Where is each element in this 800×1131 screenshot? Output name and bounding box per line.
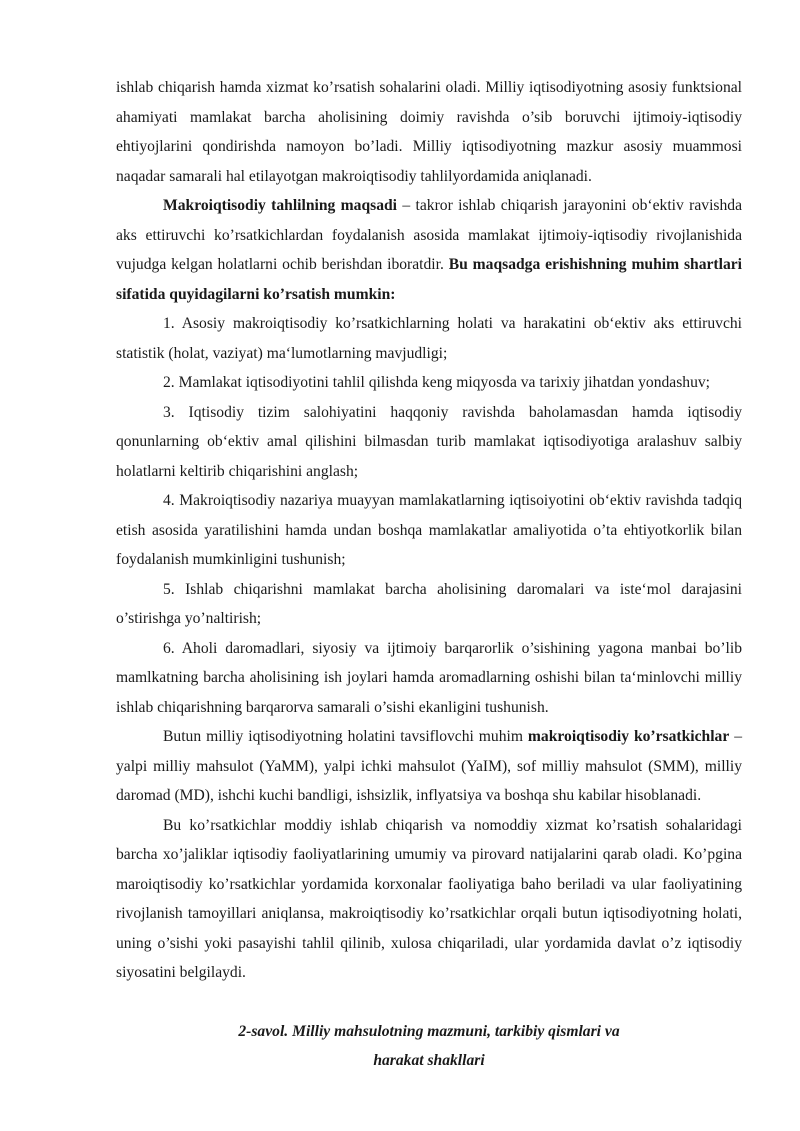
body-text bbox=[116, 73, 742, 988]
paragraph bbox=[116, 575, 742, 634]
paragraph bbox=[116, 368, 742, 398]
text-run: 1. Asosiy makroiqtisodiy ko’rsatkichlarning holati va harakatini ob‘ektiv aks ettiruvchi statistik (holat, vaziyat) ma‘lumotlarning mavjudligi; bbox=[116, 315, 742, 362]
bold-text-run: Bu maqsadga erishishning muhim shartlari sifatida quyidagilarni ko’rsatish mumkin: bbox=[116, 256, 742, 303]
paragraph bbox=[116, 191, 742, 309]
text-run: ishlab chiqarish hamda xizmat ko’rsatish sohalarini oladi. Milliy iqtisodiyotning asosiy funktsional ahamiyati mamlakat barcha aholisining doimiy ravishda o’sib boruvchi ijtimoiy-iqtisodiy ehtiyojlarini qondirishda namoyon bo’ladi. Milliy iqtisodiyotning mazkur asosiy muammosi naqadar samarali hal etilayotgan makroiqtisodiy tahlilyordamida aniqlanadi. bbox=[116, 79, 742, 185]
text-run: – takror ishlab chiqarish jarayonini ob‘ektiv ravishda aks ettiruvchi ko’rsatkichlardan foydalanish asosida mamlakat ijtimoiy-iqtisodiy rivojlanishida vujudga kelgan holatlarni ochib berishdan iboratdir. bbox=[116, 197, 742, 273]
text-run: 2. Mamlakat iqtisodiyotini tahlil qilishda keng miqyosda va tarixiy jihatdan yondashuv; bbox=[163, 374, 711, 391]
text-run: 5. Ishlab chiqarishni mamlakat barcha aholisining daromalari va iste‘mol darajasini o’stirishga yo’naltirish; bbox=[116, 580, 742, 627]
paragraph bbox=[116, 486, 742, 575]
section-heading-line-1: 2-savol. Milliy mahsulotning mazmuni, tarkibiy qismlari va bbox=[238, 1022, 620, 1040]
text-run: 6. Aholi daromadlari, siyosiy va ijtimoiy barqarorlik o’sishining yagona manbai bo’lib mamlkatning barcha aholisining ish joylari hamda aromadlarning oshishi bilan ta‘minlovchi milliy ishlab chiqarishning barqarorva samarali o’sishi ekanligini tushunish. bbox=[116, 639, 742, 716]
section-heading bbox=[116, 1017, 742, 1075]
bold-text-run: makroiqtisodiy ko’rsatkichlar bbox=[527, 728, 730, 745]
paragraph bbox=[116, 634, 742, 723]
section-heading-line-2: harakat shakllari bbox=[373, 1051, 485, 1069]
text-run: Bu ko’rsatkichlar moddiy ishlab chiqarish va nomoddiy xizmat ko’rsatish sohalaridagi barcha xo’jaliklar iqtisodiy faoliyatlarining umumiy va pirovard natijalarini qarab oladi. Ko’pgina maroiqtisodiy ko’rsatkichlar yordamida korxonalar faoliyatiga baho beriladi va ular faoliyatining rivojlanish tamoyillari aniqlansa, makroiqtisodiy ko’rsatkichlar orqali butun iqtisodiyotning holati, uning o’sishi yoki pasayishi tahlil qilinib, xulosa chiqariladi, ular yordamida davlat o’z iqtisodiy siyosatini belgilaydi. bbox=[116, 816, 742, 981]
text-run: 3. Iqtisodiy tizim salohiyatini haqqoniy ravishda baholamasdan hamda iqtisodiy qonunlarning ob‘ektiv amal qilishini bilmasdan turib mamlakat iqtisodiyotiga aralashuv salbiy holatlarni keltirib chiqarishini anglash; bbox=[116, 403, 742, 480]
text-run: 4. Makroiqtisodiy nazariya muayyan mamlakatlarning iqtisoiyotini ob‘ektiv ravishda tadqiq etish asosida yaratilishini hamda undan boshqa mamlakatlar amaliyotida o’ta ehtiyotkorlik bilan foydalanish mumkinligini tushunish; bbox=[116, 492, 742, 568]
paragraph bbox=[116, 309, 742, 368]
paragraph bbox=[116, 722, 742, 811]
bold-text-run: Makroiqtisodiy tahlilning maqsadi bbox=[163, 197, 398, 214]
text-run: – yalpi milliy mahsulot (YaMM), yalpi ichki mahsulot (YaIM), sof milliy mahsulot (SMM), milliy daromad (MD), ishchi kuchi bandligi, ishsizlik, inflyatsiya va boshqa shu kabilar hisoblanadi. bbox=[116, 728, 742, 804]
text-run: Butun milliy iqtisodiyotning holatini tavsiflovchi muhim bbox=[163, 728, 528, 745]
paragraph bbox=[116, 73, 742, 191]
paragraph bbox=[116, 811, 742, 988]
paragraph bbox=[116, 398, 742, 487]
